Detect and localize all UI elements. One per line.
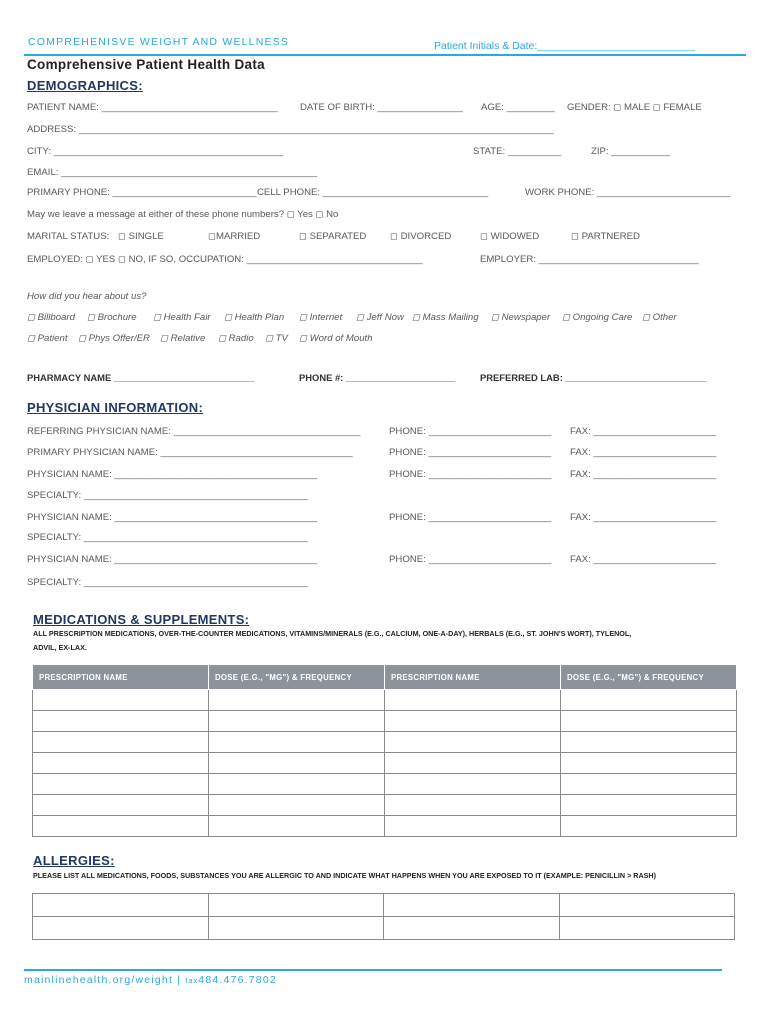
table-cell[interactable] <box>209 816 385 837</box>
table-cell[interactable] <box>33 816 209 837</box>
date-of-birth-field[interactable]: DATE OF BIRTH: ________________ <box>300 102 463 113</box>
allergies-table <box>32 893 735 940</box>
table-cell[interactable] <box>561 816 737 837</box>
specialty-field-2[interactable]: SPECIALTY: __________________________________________ <box>27 532 308 543</box>
footer-rule <box>24 969 722 971</box>
physician-information-heading: PHYSICIAN INFORMATION: <box>27 400 204 415</box>
table-cell[interactable] <box>208 917 384 940</box>
table-cell[interactable] <box>209 711 385 732</box>
medications-instructions-line-2: ADVIL, EX-LAX. <box>33 643 87 652</box>
medications-table <box>32 664 737 837</box>
hear-option-radio[interactable]: ◻ Radio <box>218 333 254 344</box>
gender-field[interactable]: GENDER: ◻ MALE ◻ FEMALE <box>567 102 702 113</box>
table-row <box>33 753 737 774</box>
table-cell[interactable] <box>385 795 561 816</box>
footer-website[interactable]: mainlinehealth.org/weight <box>24 974 174 986</box>
table-row <box>33 774 737 795</box>
physician-name-field-3[interactable]: PHYSICIAN NAME: ______________________________________ <box>27 554 318 565</box>
hear-option-patient[interactable]: ◻ Patient <box>27 333 68 344</box>
header-rule <box>24 54 746 56</box>
demographics-heading: DEMOGRAPHICS: <box>27 78 143 93</box>
table-cell[interactable] <box>559 917 735 940</box>
medications-table-header <box>33 665 737 690</box>
physician-phone-field-3[interactable]: PHONE: _______________________ <box>389 554 552 565</box>
preferred-lab-field[interactable]: PREFERRED LAB: ___________________________ <box>480 372 707 383</box>
primary-physician-phone-field[interactable]: PHONE: _______________________ <box>389 447 552 458</box>
physician-name-field-1[interactable]: PHYSICIAN NAME: ______________________________________ <box>27 469 318 480</box>
hear-option-health-fair[interactable]: ◻ Health Fair <box>153 312 211 323</box>
column-header-dose-frequency: DOSE (E.G., "MG") & FREQUENCY <box>209 665 385 690</box>
physician-phone-field-1[interactable]: PHONE: _______________________ <box>389 469 552 480</box>
table-row <box>33 795 737 816</box>
table-cell[interactable] <box>33 894 209 917</box>
address-field[interactable]: ADDRESS: _________________________________________________________________________________________ <box>27 124 554 135</box>
footer <box>24 974 277 986</box>
medications-instructions-line-1: ALL PRESCRIPTION MEDICATIONS, OVER-THE-COUNTER MEDICATIONS, VITAMINS/MINERALS (E.G., CALCIUM, ONE-A-DAY), HERBALS (E.G., ST. JOHN'S WORT), TYLENOL, <box>33 629 632 638</box>
pharmacy-name-field[interactable]: PHARMACY NAME ___________________________ <box>27 372 255 383</box>
footer-separator: | <box>177 974 182 986</box>
cell-phone-field[interactable]: CELL PHONE: _______________________________ <box>257 187 489 198</box>
allergies-instructions: PLEASE LIST ALL MEDICATIONS, FOODS, SUBSTANCES YOU ARE ALLERGIC TO AND INDICATE WHAT HAPPENS WHEN YOU ARE EXPOSED TO IT (EXAMPLE: PENICILLIN > RASH) <box>33 871 657 880</box>
table-cell[interactable] <box>209 795 385 816</box>
specialty-field-1[interactable]: SPECIALTY: __________________________________________ <box>27 490 308 501</box>
pharmacy-phone-field[interactable]: PHONE #: _____________________ <box>299 372 456 383</box>
table-cell[interactable] <box>33 732 209 753</box>
table-cell[interactable] <box>561 774 737 795</box>
primary-phone-field[interactable]: PRIMARY PHONE: ___________________________ <box>27 187 257 198</box>
email-field[interactable]: EMAIL: ________________________________________________ <box>27 167 318 178</box>
table-cell[interactable] <box>33 917 209 940</box>
hear-option-newspaper[interactable]: ◻ Newspaper <box>491 312 551 323</box>
marital-option-widowed[interactable]: ◻ WIDOWED <box>480 231 540 242</box>
patient-initials-date-field[interactable]: Patient Initials & Date:___________________________ <box>434 40 695 52</box>
leave-message-question[interactable]: May we leave a message at either of these phone numbers? ◻ Yes ◻ No <box>27 209 339 220</box>
table-row <box>33 732 737 753</box>
hear-option-mass-mailing[interactable]: ◻ Mass Mailing <box>412 312 479 323</box>
table-cell[interactable] <box>33 690 209 711</box>
table-cell[interactable] <box>385 732 561 753</box>
marital-status-label: MARITAL STATUS: <box>27 231 110 242</box>
table-cell[interactable] <box>33 795 209 816</box>
table-cell[interactable] <box>385 774 561 795</box>
table-row <box>33 894 735 917</box>
table-cell[interactable] <box>561 795 737 816</box>
hear-option-tv[interactable]: ◻ TV <box>265 333 288 344</box>
brand-name: COMPREHENISVE WEIGHT AND WELLNESS <box>28 36 290 48</box>
table-cell[interactable] <box>385 711 561 732</box>
hear-option-word-of-mouth[interactable]: ◻ Word of Mouth <box>299 333 373 344</box>
physician-fax-field-3[interactable]: FAX: _______________________ <box>570 554 717 565</box>
table-cell[interactable] <box>33 774 209 795</box>
table-cell[interactable] <box>33 711 209 732</box>
work-phone-field[interactable]: WORK PHONE: _________________________ <box>525 187 731 198</box>
table-cell[interactable] <box>385 690 561 711</box>
column-header-dose-frequency-2: DOSE (E.G., "MG") & FREQUENCY <box>561 665 737 690</box>
table-row <box>33 917 735 940</box>
column-header-prescription-name: PRESCRIPTION NAME <box>33 665 209 690</box>
hear-option-relative[interactable]: ◻ Relative <box>160 333 206 344</box>
table-cell[interactable] <box>209 753 385 774</box>
marital-option-married[interactable]: ◻MARRIED <box>208 231 261 242</box>
allergies-heading: ALLERGIES: <box>33 853 115 868</box>
hear-option-brochure[interactable]: ◻ Brochure <box>87 312 137 323</box>
footer-fax-label: fax <box>185 976 199 985</box>
physician-name-field-2[interactable]: PHYSICIAN NAME: ______________________________________ <box>27 512 318 523</box>
table-cell[interactable] <box>559 894 735 917</box>
employed-field[interactable]: EMPLOYED: ◻ YES ◻ NO, IF SO, OCCUPATION: _________________________________ <box>27 254 423 265</box>
table-cell[interactable] <box>209 690 385 711</box>
physician-phone-field-2[interactable]: PHONE: _______________________ <box>389 512 552 523</box>
table-cell[interactable] <box>385 816 561 837</box>
table-cell[interactable] <box>384 917 560 940</box>
patient-name-field[interactable]: PATIENT NAME: _________________________________ <box>27 102 278 113</box>
marital-option-divorced[interactable]: ◻ DIVORCED <box>390 231 452 242</box>
referring-physician-phone-field[interactable]: PHONE: _______________________ <box>389 426 552 437</box>
marital-option-single[interactable]: ◻ SINGLE <box>118 231 164 242</box>
footer-fax-number: 484.476.7802 <box>198 974 277 986</box>
table-cell[interactable] <box>561 732 737 753</box>
document-title: Comprehensive Patient Health Data <box>27 57 265 72</box>
physician-fax-field-2[interactable]: FAX: _______________________ <box>570 512 717 523</box>
employer-field[interactable]: EMPLOYER: ______________________________ <box>480 254 699 265</box>
hear-about-us-question: How did you hear about us? <box>27 291 147 302</box>
table-cell[interactable] <box>561 753 737 774</box>
age-field[interactable]: AGE: _________ <box>481 102 555 113</box>
table-cell[interactable] <box>208 894 384 917</box>
hear-option-ongoing-care[interactable]: ◻ Ongoing Care <box>562 312 633 323</box>
specialty-field-3[interactable]: SPECIALTY: __________________________________________ <box>27 577 308 588</box>
table-cell[interactable] <box>209 732 385 753</box>
city-field[interactable]: CITY: ___________________________________________ <box>27 146 284 157</box>
hear-option-billboard[interactable]: ◻ Billboard <box>27 312 75 323</box>
table-cell[interactable] <box>33 753 209 774</box>
column-header-prescription-name-2: PRESCRIPTION NAME <box>385 665 561 690</box>
table-row <box>33 690 737 711</box>
table-cell[interactable] <box>385 753 561 774</box>
table-row <box>33 711 737 732</box>
hear-option-other[interactable]: ◻ Other <box>642 312 677 323</box>
table-cell[interactable] <box>561 690 737 711</box>
state-field[interactable]: STATE: __________ <box>473 146 562 157</box>
table-cell[interactable] <box>384 894 560 917</box>
primary-physician-fax-field[interactable]: FAX: _______________________ <box>570 447 717 458</box>
table-cell[interactable] <box>209 774 385 795</box>
zip-field[interactable]: ZIP: ___________ <box>591 146 670 157</box>
marital-option-separated[interactable]: ◻ SEPARATED <box>299 231 367 242</box>
primary-physician-field[interactable]: PRIMARY PHYSICIAN NAME: ____________________________________ <box>27 447 353 458</box>
hear-option-phys-offer[interactable]: ◻ Phys Offer/ER <box>78 333 150 344</box>
physician-fax-field-1[interactable]: FAX: _______________________ <box>570 469 717 480</box>
table-cell[interactable] <box>561 711 737 732</box>
referring-physician-field[interactable]: REFERRING PHYSICIAN NAME: ___________________________________ <box>27 426 361 437</box>
medications-heading: MEDICATIONS & SUPPLEMENTS: <box>33 612 250 627</box>
referring-physician-fax-field[interactable]: FAX: _______________________ <box>570 426 717 437</box>
marital-option-partnered[interactable]: ◻ PARTNERED <box>571 231 640 242</box>
hear-option-internet[interactable]: ◻ Internet <box>299 312 343 323</box>
hear-option-jeff-now[interactable]: ◻ Jeff Now <box>356 312 404 323</box>
table-row <box>33 816 737 837</box>
hear-option-health-plan[interactable]: ◻ Health Plan <box>224 312 285 323</box>
